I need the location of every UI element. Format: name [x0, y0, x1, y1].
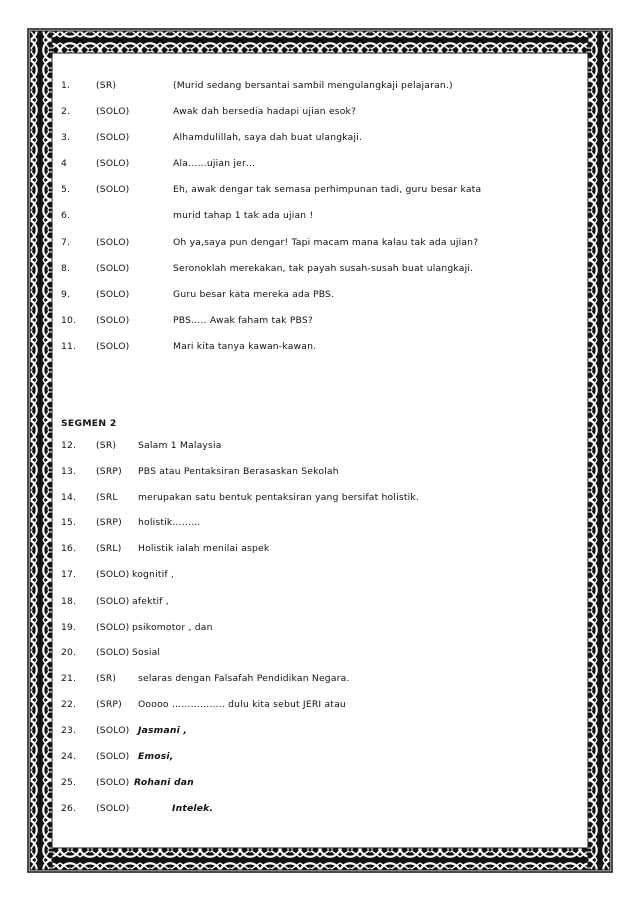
segment-heading: SEGMEN 2 — [61, 418, 117, 429]
line-number: 12. — [61, 440, 77, 451]
dialogue-text: afektif , — [132, 596, 169, 607]
line-number: 22. — [61, 699, 77, 710]
line-number: 2. — [61, 106, 71, 117]
speaker-label: (SRP) — [96, 699, 122, 710]
speaker-label: (SOLO) — [96, 622, 130, 633]
line-number: 26. — [61, 803, 77, 814]
dialogue-text: Sosial — [132, 647, 161, 658]
line-number: 10. — [61, 315, 77, 326]
line-number: 8. — [61, 263, 71, 274]
speaker-label: (SRP) — [96, 517, 122, 528]
speaker-label: (SOLO) — [96, 289, 130, 300]
line-number: 15. — [61, 517, 77, 528]
speaker-label: (SR) — [96, 440, 117, 451]
speaker-label: (SOLO) — [96, 751, 130, 762]
line-number: 9. — [61, 289, 71, 300]
speaker-label: (SOLO) — [96, 725, 130, 736]
speaker-label: (SRL — [96, 492, 118, 503]
dialogue-text: Rohani dan — [134, 777, 194, 788]
speaker-label: (SOLO) — [96, 106, 130, 117]
speaker-label: (SOLO) — [96, 647, 130, 658]
line-number: 14. — [61, 492, 77, 503]
line-number: 3. — [61, 132, 71, 143]
line-number: 25. — [61, 777, 77, 788]
dialogue-text: Salam 1 Malaysia — [138, 440, 222, 451]
dialogue-text: Mari kita tanya kawan-kawan. — [173, 341, 317, 352]
line-number: 5. — [61, 184, 71, 195]
dialogue-text: kognitif , — [132, 569, 175, 580]
dialogue-text: merupakan satu bentuk pentaksiran yang bersifat holistik. — [138, 492, 420, 503]
speaker-label: (SR) — [96, 673, 117, 684]
speaker-label: (SOLO) — [96, 803, 130, 814]
dialogue-text: murid tahap 1 tak ada ujian ! — [173, 210, 314, 221]
dialogue-text: Intelek. — [172, 803, 214, 814]
line-number: 7. — [61, 237, 71, 248]
speaker-label: (SOLO) — [96, 132, 130, 143]
line-number: 1. — [61, 80, 71, 91]
dialogue-text: Seronoklah merekakan, tak payah susah-susah buat ulangkaji. — [173, 263, 474, 274]
line-number: 20. — [61, 647, 77, 658]
speaker-label: (SOLO) — [96, 237, 130, 248]
dialogue-text: Oh ya,saya pun dengar! Tapi macam mana kalau tak ada ujian? — [173, 237, 479, 248]
dialogue-text: Guru besar kata mereka ada PBS. — [173, 289, 335, 300]
dialogue-text: Emosi, — [138, 751, 174, 762]
dialogue-text: Ala……ujian jer… — [173, 158, 256, 169]
line-number: 19. — [61, 622, 77, 633]
dialogue-text: Alhamdulillah, saya dah buat ulangkaji. — [173, 132, 363, 143]
dialogue-text: PBS atau Pentaksiran Berasaskan Sekolah — [138, 466, 339, 477]
line-number: 6. — [61, 210, 71, 221]
dialogue-text: Holistik ialah menilai aspek — [138, 543, 270, 554]
line-number: 16. — [61, 543, 77, 554]
speaker-label: (SOLO) — [96, 158, 130, 169]
speaker-label: (SRL) — [96, 543, 122, 554]
dialogue-text: Ooooo …………….. dulu kita sebut JERI atau — [138, 699, 346, 710]
speaker-label: (SOLO) — [96, 341, 130, 352]
line-number: 21. — [61, 673, 77, 684]
speaker-label: (SOLO) — [96, 315, 130, 326]
line-number: 24. — [61, 751, 77, 762]
dialogue-text: Awak dah bersedia hadapi ujian esok? — [173, 106, 357, 117]
dialogue-text: psikomotor , dan — [132, 622, 213, 633]
speaker-label: (SOLO) — [96, 184, 130, 195]
dialogue-text: (Murid sedang bersantai sambil mengulangkaji pelajaran.) — [173, 80, 453, 91]
line-number: 17. — [61, 569, 77, 580]
speaker-label: (SR) — [96, 80, 117, 91]
dialogue-text: PBS….. Awak faham tak PBS? — [173, 315, 314, 326]
dialogue-text: selaras dengan Falsafah Pendidikan Negara. — [138, 673, 350, 684]
line-number: 18. — [61, 596, 77, 607]
speaker-label: (SOLO) — [96, 263, 130, 274]
line-number: 11. — [61, 341, 77, 352]
speaker-label: (SOLO) — [96, 596, 130, 607]
line-number: 23. — [61, 725, 77, 736]
dialogue-text: Jasmani , — [138, 725, 188, 736]
dialogue-text: Eh, awak dengar tak semasa perhimpunan tadi, guru besar kata — [173, 184, 482, 195]
line-number: 4 — [61, 158, 68, 169]
speaker-label: (SRP) — [96, 466, 122, 477]
dialogue-text: holistik……… — [138, 517, 201, 528]
speaker-label: (SOLO) — [96, 569, 130, 580]
line-number: 13. — [61, 466, 77, 477]
speaker-label: (SOLO) — [96, 777, 130, 788]
